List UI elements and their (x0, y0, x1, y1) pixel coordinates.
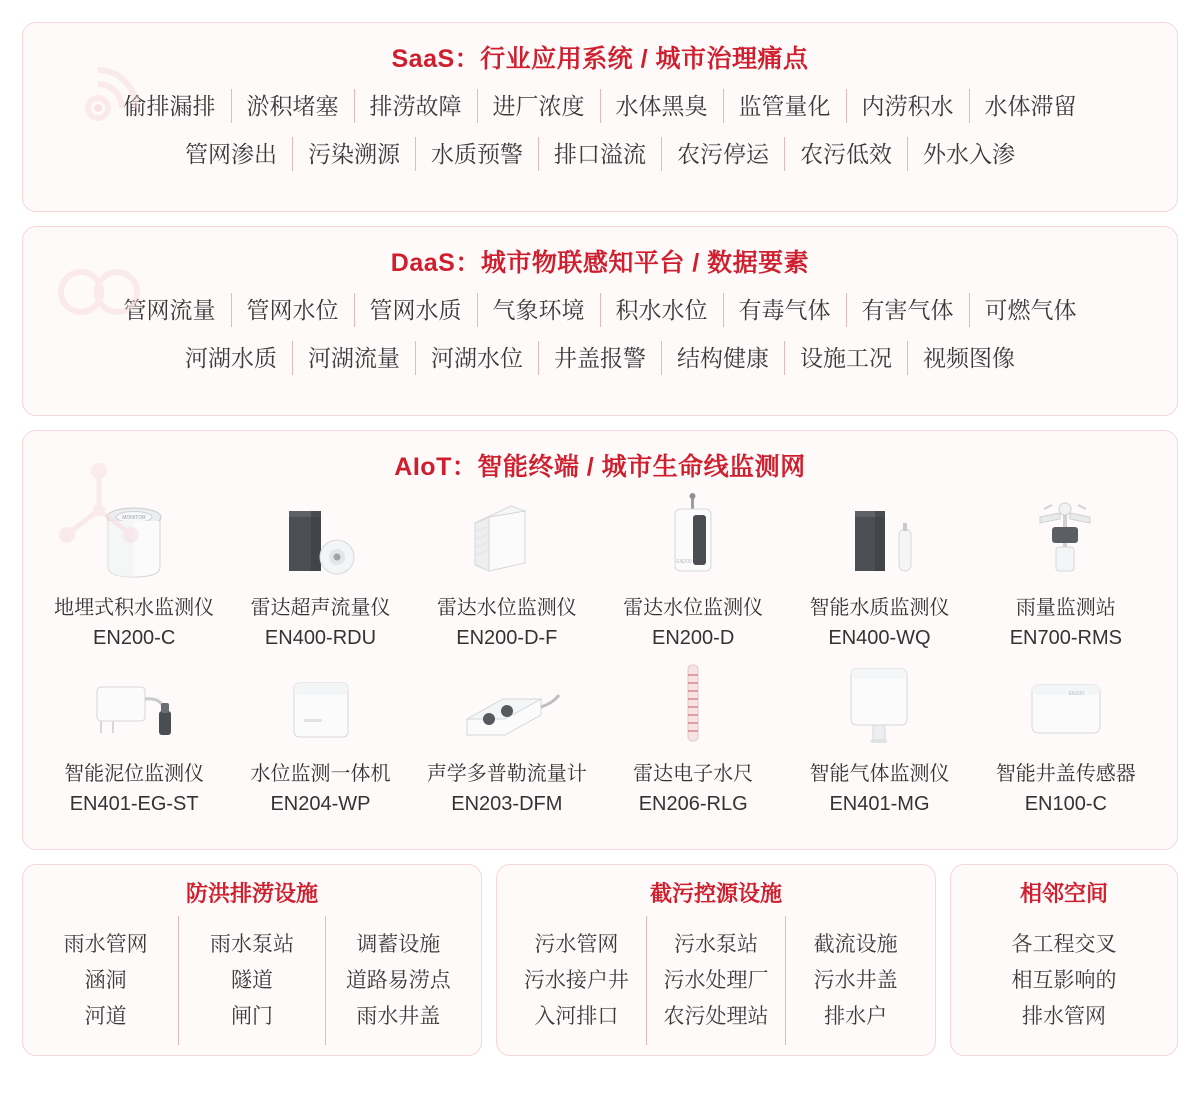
daas-tag: 河湖流量 (292, 341, 415, 375)
facility-item: 入河排口 (534, 1004, 619, 1028)
device-card (973, 493, 1159, 653)
daas-tag-row-2 (49, 341, 1151, 375)
radar-ultrasonic-flowmeter-icon (265, 493, 375, 585)
device-card (41, 493, 227, 653)
facility-item: 污水井盖 (813, 968, 898, 992)
adjacent-space-columns (961, 916, 1167, 1045)
aiot-title: AIoT：智能终端 / 城市生命线监测网 (394, 453, 806, 481)
device-grid (41, 493, 1159, 819)
daas-tag: 可燃气体 (969, 293, 1092, 327)
device-model: EN401-EG-ST (69, 793, 199, 815)
device-card (600, 493, 786, 653)
device-card (414, 493, 600, 653)
facility-item: 相互影响的 (1011, 968, 1117, 992)
flood-drainage-panel (22, 864, 482, 1056)
facility-column (33, 916, 178, 1045)
device-name: 地埋式积水监测仪 (54, 597, 215, 619)
svg-text:MONITOR: MONITOR (122, 515, 146, 521)
pollution-control-title: 截污控源设施 (649, 881, 782, 906)
saas-tag-row-1 (49, 89, 1151, 123)
radar-level-meter-icon (653, 493, 733, 585)
device-name: 雷达超声流量仪 (250, 597, 391, 619)
saas-panel (22, 22, 1178, 212)
round-well-sensor-icon (91, 493, 177, 585)
facility-item: 雨水井盖 (356, 1004, 441, 1028)
facility-item: 截流设施 (813, 932, 898, 956)
saas-title: SaaS：行业应用系统 / 城市治理痛点 (391, 45, 809, 73)
saas-tag: 偷排漏排 (123, 93, 216, 119)
device-name: 智能气体监测仪 (809, 763, 950, 785)
facility-column (785, 916, 925, 1045)
device-model: EN400-WQ (828, 627, 931, 649)
rain-gauge-station-icon (1016, 493, 1116, 585)
device-card (414, 659, 600, 819)
sludge-level-monitor-icon (79, 659, 189, 751)
saas-tag: 进厂浓度 (477, 89, 600, 123)
saas-tag: 淤积堵塞 (231, 89, 354, 123)
adjacent-space-title: 相邻空间 (1019, 881, 1108, 906)
saas-tag: 水体滞留 (969, 89, 1092, 123)
pollution-control-panel (496, 864, 936, 1056)
facility-item: 排水户 (824, 1004, 888, 1028)
saas-tag: 内涝积水 (846, 89, 969, 123)
facility-column (646, 916, 786, 1045)
device-model: EN203-DFM (451, 793, 563, 815)
facility-panels (22, 864, 1178, 1056)
daas-tag: 管网水质 (354, 293, 477, 327)
device-name: 声学多普勒流量计 (426, 763, 587, 785)
daas-tag: 积水水位 (600, 293, 723, 327)
device-card (786, 493, 972, 653)
daas-tag: 有毒气体 (723, 293, 846, 327)
flood-drainage-columns (33, 916, 471, 1045)
facility-item: 污水管网 (534, 932, 619, 956)
facility-column (961, 916, 1167, 1045)
daas-tag: 设施工况 (784, 341, 907, 375)
radar-level-meter-f-icon (459, 493, 555, 585)
facility-item: 河道 (84, 1004, 127, 1028)
saas-tag: 农污停运 (661, 137, 784, 171)
facility-item: 污水接户井 (523, 968, 629, 992)
facility-item: 污水泵站 (674, 932, 758, 956)
device-name: 雷达水位监测仪 (623, 597, 764, 619)
device-model: EN200-D (652, 627, 735, 649)
saas-tag: 农污低效 (784, 137, 907, 171)
device-model: EN700-RMS (1009, 627, 1122, 649)
facility-item: 农污处理站 (663, 1004, 769, 1028)
device-name: 智能井盖传感器 (995, 763, 1136, 785)
facility-item: 隧道 (230, 968, 273, 992)
device-card (227, 493, 413, 653)
saas-tag: 外水入渗 (907, 137, 1030, 171)
daas-tag: 河湖水质 (185, 345, 277, 371)
electronic-water-gauge-icon (663, 659, 723, 751)
device-name: 水位监测一体机 (250, 763, 391, 785)
aiot-panel (22, 430, 1178, 850)
facility-item: 雨水管网 (63, 932, 148, 956)
saas-tag: 排口溢流 (538, 137, 661, 171)
daas-tag-row-1 (49, 293, 1151, 327)
saas-tag: 监管量化 (723, 89, 846, 123)
facility-item: 涵洞 (84, 968, 127, 992)
adjacent-space-panel (950, 864, 1178, 1056)
facility-column (325, 916, 471, 1045)
device-card (600, 659, 786, 819)
daas-tag: 气象环境 (477, 293, 600, 327)
daas-tag: 管网水位 (231, 293, 354, 327)
device-model: EN204-WP (270, 793, 371, 815)
svg-text:EN200: EN200 (676, 559, 692, 565)
saas-tag: 水体黑臭 (600, 89, 723, 123)
facility-column (178, 916, 324, 1045)
gas-monitor-icon (833, 659, 925, 751)
saas-tag: 管网渗出 (185, 141, 277, 167)
daas-title: DaaS：城市物联感知平台 / 数据要素 (390, 249, 810, 277)
device-name: 雷达电子水尺 (633, 763, 754, 785)
flood-drainage-title: 防洪排涝设施 (185, 881, 318, 906)
daas-panel (22, 226, 1178, 416)
device-name: 智能泥位监测仪 (64, 763, 205, 785)
facility-item: 各工程交叉 (1011, 932, 1117, 956)
facility-column (507, 916, 646, 1045)
daas-tag: 结构健康 (661, 341, 784, 375)
svg-text:EN100: EN100 (1068, 691, 1084, 697)
daas-tag: 视频图像 (907, 341, 1030, 375)
daas-tag: 管网流量 (123, 297, 216, 323)
device-model: EN200-C (93, 627, 176, 649)
daas-tag: 有害气体 (846, 293, 969, 327)
device-card (227, 659, 413, 819)
saas-tag: 水质预警 (415, 137, 538, 171)
daas-tag: 河湖水位 (415, 341, 538, 375)
device-card (973, 659, 1159, 819)
device-model: EN400-RDU (264, 627, 377, 649)
water-quality-monitor-icon (829, 493, 929, 585)
facility-item: 闸门 (230, 1004, 273, 1028)
device-card (786, 659, 972, 819)
facility-item: 调蓄设施 (356, 932, 441, 956)
facility-item: 道路易涝点 (345, 968, 451, 992)
device-model: EN100-C (1024, 793, 1107, 815)
daas-tag: 井盖报警 (538, 341, 661, 375)
manhole-cover-sensor-icon (1016, 659, 1116, 751)
device-card (41, 659, 227, 819)
facility-item: 排水管网 (1022, 1004, 1106, 1028)
saas-tag-row-2 (49, 137, 1151, 171)
pollution-control-columns (507, 916, 925, 1045)
integrated-level-monitor-icon (274, 659, 366, 751)
device-name: 雷达水位监测仪 (436, 597, 577, 619)
saas-tag: 排涝故障 (354, 89, 477, 123)
doppler-flowmeter-icon (449, 659, 565, 751)
device-model: EN401-MG (829, 793, 930, 815)
device-name: 雨量监测站 (1015, 597, 1116, 619)
saas-tag: 污染溯源 (292, 137, 415, 171)
facility-item: 污水处理厂 (663, 968, 769, 992)
device-model: EN206-RLG (638, 793, 748, 815)
device-name: 智能水质监测仪 (809, 597, 950, 619)
facility-item: 雨水泵站 (209, 932, 294, 956)
device-model: EN200-D-F (456, 627, 558, 649)
